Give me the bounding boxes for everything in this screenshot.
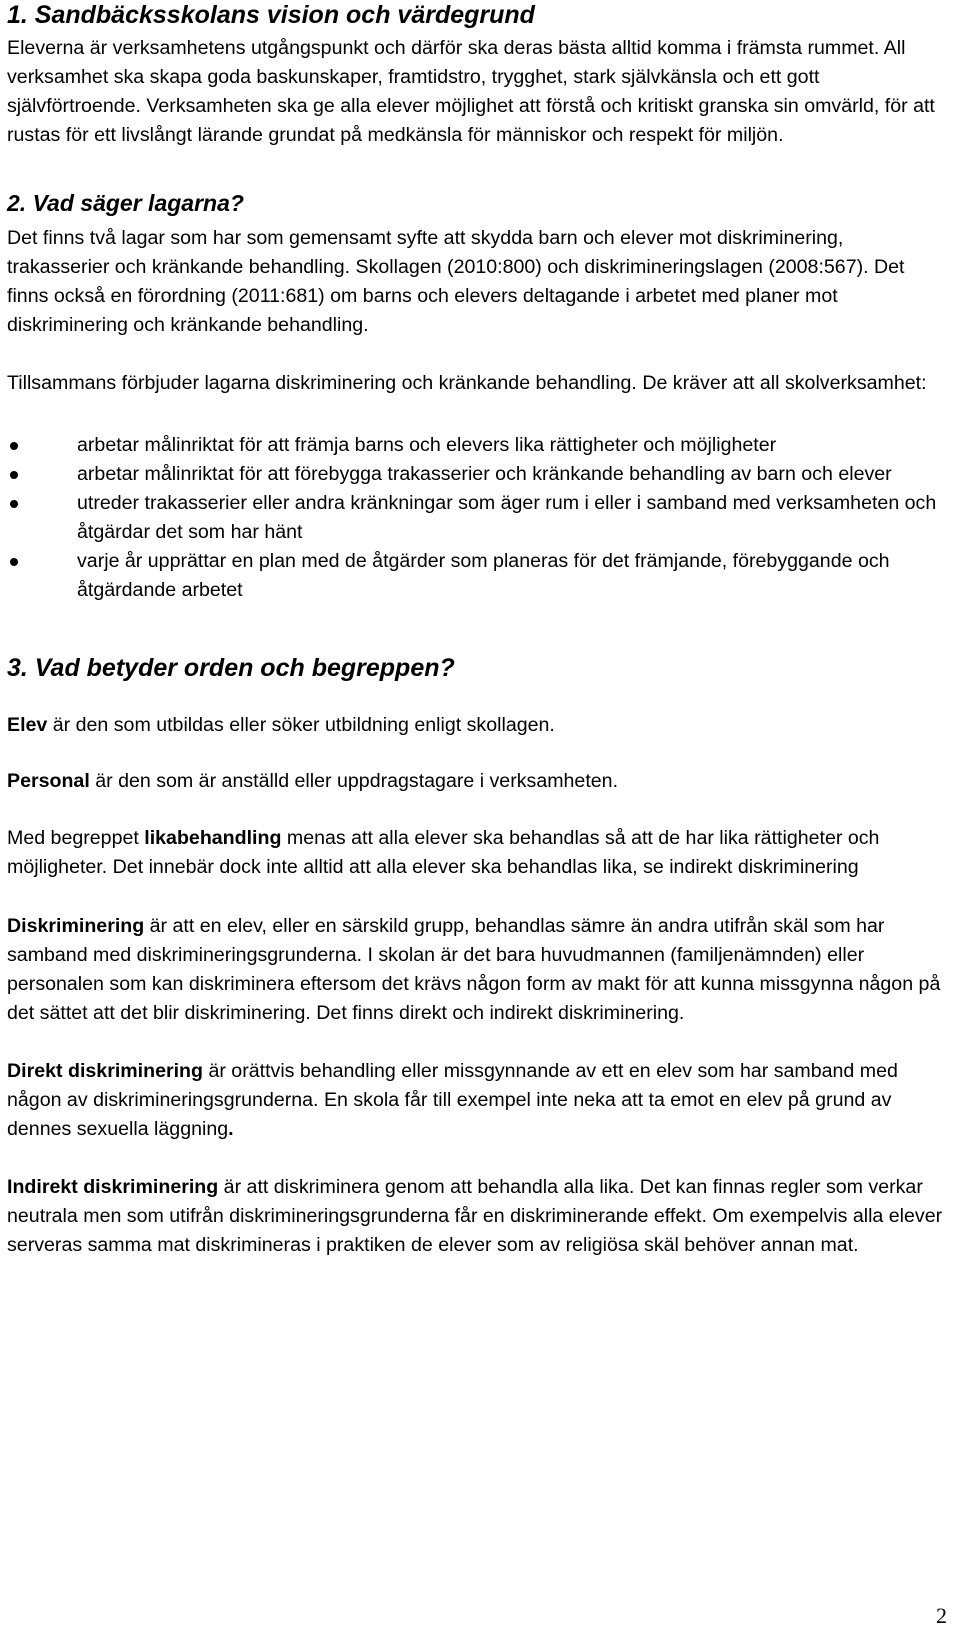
definition-text: är att en elev, eller en särskild grupp, behandlas sämre än andra utifrån skäl som har samband med diskrimineringsgrunderna. I skolan är det bara huvudmannen (familjenämnden) eller personalen som kan diskriminera eftersom det krävs någon form av makt för att kunna missgynna någon på det sättet att det blir diskriminering. Det finns direkt och indirekt diskriminering.: [7, 915, 941, 1024]
definition-intro: Med begreppet: [7, 827, 145, 849]
definition-text: är den som utbildas eller söker utbildning enligt skollagen.: [47, 714, 555, 736]
definition-personal: [7, 767, 943, 796]
section-1-paragraph: Eleverna är verksamhetens utgångspunkt och därför ska deras bästa alltid komma i främsta rummet. All verksamhet ska skapa goda baskunskaper, framtidstro, trygghet, stark självkänsla och ett gott självförtroende. Verksamheten ska ge alla elever möjlighet att förstå och kritiskt granska sin omvärld, för att rustas för ett livslångt lärande grundat på medkänsla för människor och respekt för miljön.: [7, 37, 935, 146]
list-item: [7, 431, 943, 460]
term-indirekt-diskriminering: Indirekt diskriminering: [7, 1176, 219, 1198]
definition-indirekt-diskriminering: [7, 1173, 943, 1260]
list-item-text: utreder trakasserier eller andra kränkningar som äger rum i eller i samband med verksamheten och åtgärdar det som har hänt: [77, 492, 937, 543]
section-2-paragraph-2: Tillsammans förbjuder lagarna diskriminering och kränkande behandling. De kräver att all skolverksamhet:: [7, 372, 927, 394]
list-item-text: arbetar målinriktat för att förebygga trakasserier och kränkande behandling av barn och elever: [77, 463, 892, 485]
term-direkt-diskriminering: Direkt diskriminering: [7, 1060, 203, 1082]
term-personal: Personal: [7, 770, 90, 792]
section-3-heading: 3. Vad betyder orden och begreppen?: [7, 654, 455, 682]
definition-text: är att diskriminera genom att behandla alla lika. Det kan finnas regler som verkar neutrala men som utifrån diskrimineringsgrunderna får en diskriminerande effekt. Om exempelvis alla elever serveras samma mat diskrimineras i praktiken de elever som av religiösa skäl behöver annan mat.: [7, 1176, 943, 1256]
definition-elev: [7, 711, 943, 740]
definition-direkt-diskriminering: [7, 1057, 943, 1144]
term-likabehandling: likabehandling: [144, 827, 282, 849]
list-item: [7, 460, 943, 489]
bullet-icon: [10, 558, 18, 566]
section-1-heading: 1. Sandbäcksskolans vision och värdegrund: [7, 1, 535, 29]
definition-text: är orättvis behandling eller missgynnande av ett en elev som har samband med någon av diskrimineringsgrunderna. En skola får till exempel inte neka att ta emot en elev på grund av dennes sexuella läggning: [7, 1060, 898, 1140]
page-number: 2: [936, 1603, 947, 1628]
bullet-icon: [10, 500, 18, 508]
bullet-icon: [10, 471, 18, 479]
section-2-heading: 2. Vad säger lagarna?: [7, 190, 244, 216]
definition-text: menas att alla elever ska behandlas så att de har lika rättigheter och möjligheter. Det innebär dock inte alltid att alla elever ska behandlas lika, se indirekt diskriminering: [7, 827, 880, 878]
list-item-text: arbetar målinriktat för att främja barns och elevers lika rättigheter och möjligheter: [77, 434, 777, 456]
document-page: [7, 0, 943, 1260]
bullet-icon: [10, 442, 18, 450]
definition-text: är den som är anställd eller uppdragstagare i verksamheten.: [89, 770, 619, 792]
definition-likabehandling: [7, 824, 943, 882]
requirements-list: [7, 431, 943, 605]
term-elev: Elev: [7, 714, 48, 736]
list-item-text: varje år upprättar en plan med de åtgärder som planeras för det främjande, förebyggande och åtgärdande arbetet: [77, 550, 890, 601]
definition-diskriminering: [7, 912, 943, 1028]
list-item: [7, 489, 943, 547]
term-diskriminering: Diskriminering: [7, 915, 145, 937]
list-item: [7, 547, 943, 605]
definition-end-period: .: [228, 1118, 234, 1140]
section-2-paragraph-1: Det finns två lagar som har som gemensamt syfte att skydda barn och elever mot diskriminering, trakasserier och kränkande behandling. Skollagen (2010:800) och diskrimineringslagen (2008:567). Det finns också en förordning (2011:681) om barns och elevers deltagande i arbetet med planer mot diskriminering och kränkande behandling.: [7, 227, 905, 336]
